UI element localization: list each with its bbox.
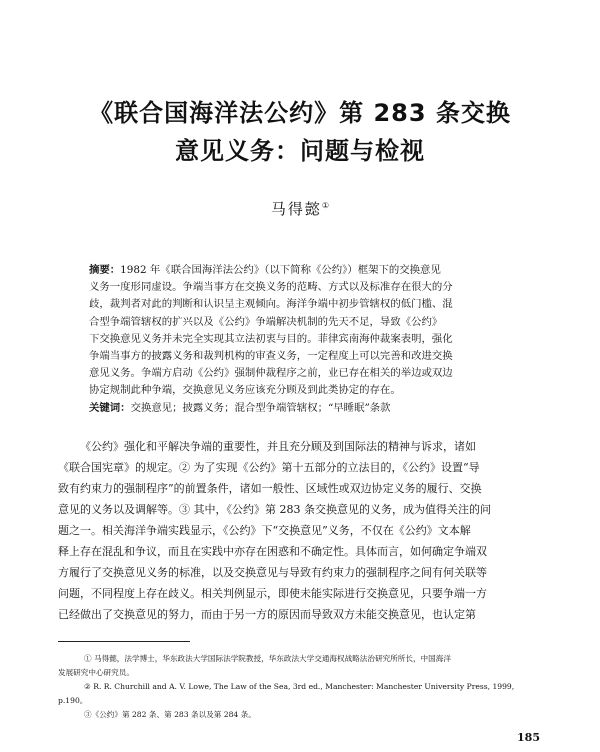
abstract-line: 义务一度形同虚设。争端当事方在交换义务的范畴、方式以及标准存在很大的分 xyxy=(89,281,453,294)
abstract-line: 协定规制此种争端，交换意见义务应该充分顾及到此类协定的存在。 xyxy=(89,384,401,397)
body-text xyxy=(58,436,542,625)
keywords-label: 关键词： xyxy=(89,401,131,414)
author-footnote-mark[interactable]: ① xyxy=(321,201,330,210)
body-line: 方履行了交换意见义务的标准，以及交换意见与导致有约束力的强制程序之间有何关联等 xyxy=(58,566,487,579)
abstract-line: 歧，裁判者对此的判断和认识呈主观倾向。海洋争端中初步管辖权的低门槛、混 xyxy=(89,298,453,311)
title-line-1: 《联合国海洋法公约》第 283 条交换 xyxy=(89,99,511,127)
abstract-line: 合型争端管辖权的扩兴以及《公约》争端解决机制的先天不足，导致《公约》 xyxy=(89,315,443,328)
body-line: 释上存在混乱和争议，而且在实践中亦存在困惑和不确定性。具体而言，如何确定争端双 xyxy=(58,545,487,558)
footnote-line: 发展研究中心研究员。 xyxy=(58,668,134,677)
body-line: 致有约束力的强制程序”的前置条件，诸如一般性、区域性或双边协定义务的履行、交换 xyxy=(58,482,482,495)
body-line: 问题，不同程度上存在歧义。相关判例显示，即使未能实际进行交换意见，只要争端一方 xyxy=(58,587,487,600)
abstract-line xyxy=(89,262,514,279)
abstract xyxy=(89,262,514,417)
author-name: 马得懿 xyxy=(270,200,322,218)
abstract-line: 意见义务。争端方启动《公约》强制仲裁程序之前，业已存在相关的举边或双边 xyxy=(89,367,453,380)
footnote-line: p.190。 xyxy=(58,696,88,705)
footnote-line: ③《公约》第 282 条、第 283 条以及第 284 条。 xyxy=(84,710,256,719)
page-number: 185 xyxy=(517,731,540,744)
abstract-line: 下交换意见义务并未完全实现其立法初衷与目的。菲律宾南海仲裁案表明，强化 xyxy=(89,332,453,345)
keywords-line xyxy=(89,400,514,417)
author-line xyxy=(0,198,600,219)
body-line: 意见的义务以及调解等。③ 其中，《公约》第 283 条交换意见的义务，成为值得关注的问 xyxy=(58,503,491,516)
footnote-line: ① 马得懿，法学博士，华东政法大学国际法学院教授，华东政法大学交通海权战略法治研究所所长，中国海洋 xyxy=(84,654,451,663)
footnote-line: ② R. R. Churchill and A. V. Lowe, The Law of the Sea, 3rd ed., Manchester: Manchester University Press, 1999, xyxy=(84,682,515,691)
body-line: 《联合国宪章》的规定。② 为了实现《公约》第十五部分的立法目的，《公约》设置“导 xyxy=(58,461,480,474)
body-line: 题之一。相关海洋争端实践显示，《公约》下“交换意见”义务，不仅在《公约》文本解 xyxy=(58,524,471,537)
keywords-text: 交换意见；披露义务；混合型争端管辖权；“早睡眠”条款 xyxy=(130,401,391,414)
abstract-text: 1982 年《联合国海洋法公约》（以下简称《公约》）框架下的交换意见 xyxy=(120,264,441,276)
footnote-divider xyxy=(58,641,190,642)
body-line: 已经做出了交换意见的努力，而由于另一方的原因而导致双方未能交换意见，也认定第 xyxy=(58,608,476,621)
body-line: 《公约》强化和平解决争端的重要性，并且充分顾及到国际法的精神与诉求，诸如 xyxy=(80,440,476,453)
title-line-2: 意见义务：问题与检视 xyxy=(175,137,425,165)
abstract-label: 摘要： xyxy=(89,264,121,276)
footnotes xyxy=(58,652,542,722)
abstract-line: 争端当事方的披露义务和裁判机构的审查义务，一定程度上可以完善和改进交换 xyxy=(89,349,453,362)
